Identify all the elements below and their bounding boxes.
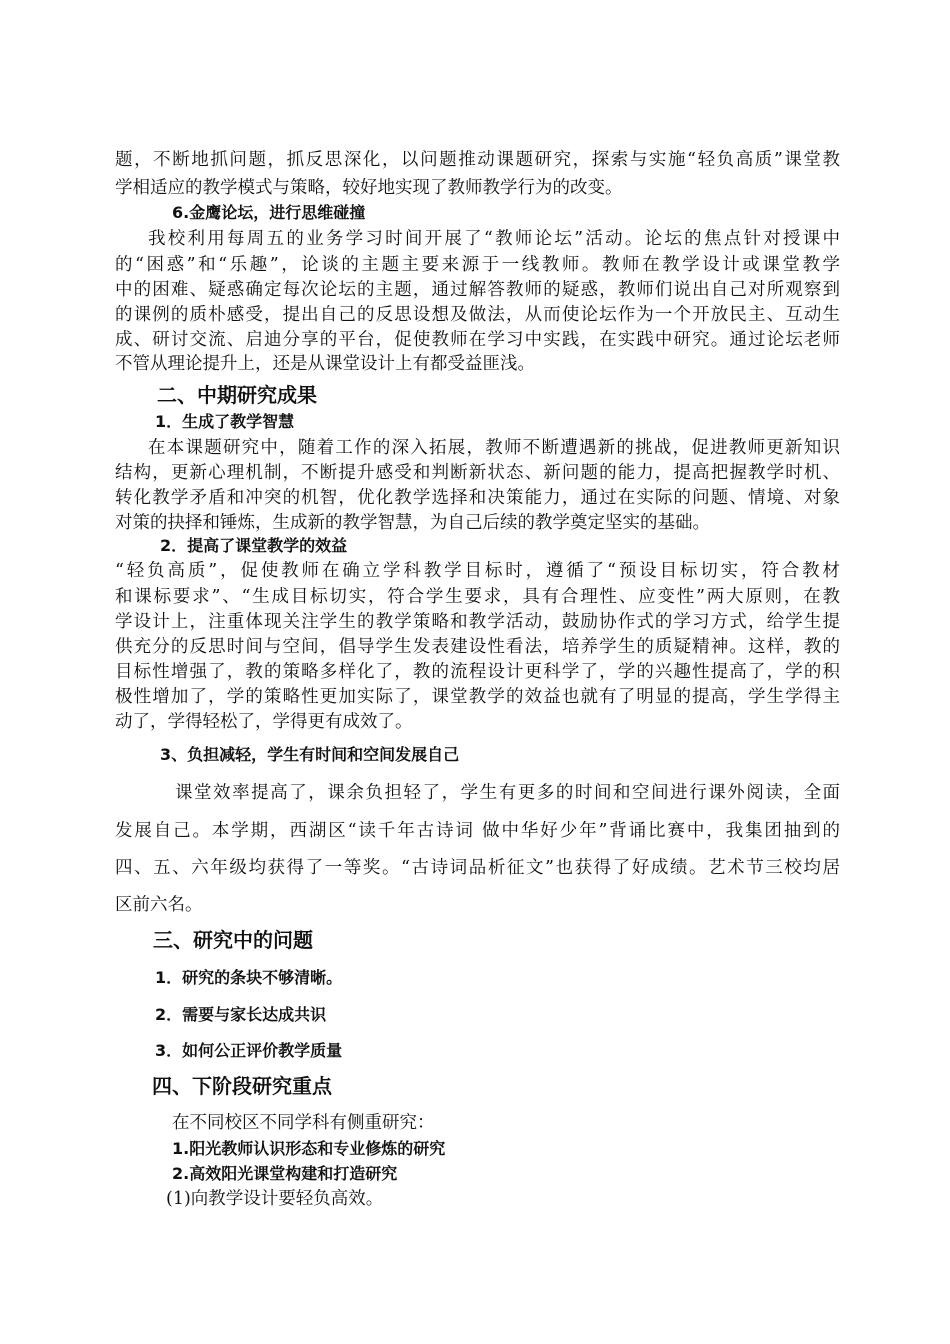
part-4-sub-item: (1)向教学设计要轻负高效。: [166, 1189, 384, 1209]
text-line: 发展自己。本学期，西湖区“读千年古诗词 做中华好少年”背诵比赛中，我集团抽到的: [115, 821, 840, 841]
part-2-item-2-heading: 2．提高了课堂教学的效益: [160, 536, 348, 555]
text-line: 转化教学矛盾和冲突的机智，优化教学选择和决策能力，通过在实际的问题、情境、对象: [115, 488, 840, 508]
part-2-item-1-heading: 1．生成了教学智慧: [155, 412, 295, 431]
text-line: 不管从理论提升上，还是从课堂设计上有都受益匪浅。: [115, 354, 535, 374]
text-line: 中的困难、疑惑确定每次论坛的主题，通过解答教师的疑惑，教师们说出自己对所观察到: [115, 280, 840, 300]
part-4-item: 2.高效阳光课堂构建和打造研究: [172, 1164, 398, 1183]
text-line: 成、研讨交流、启迪分享的平台，促使教师在学习中实践，在实践中研究。通过论坛老师: [115, 330, 840, 350]
text-line: 题，不断地抓问题，抓反思深化，以问题推动课题研究，探索与实施“轻负高质”课堂教: [115, 150, 840, 170]
text-line: 供充分的反思时间与空间，倡导学生发表建设性看法，培养学生的质疑精神。这样，教的: [115, 637, 840, 657]
text-line: 的“困惑”和“乐趣”，论谈的主题主要来源于一线教师。教师在教学设计或课堂教学: [115, 255, 840, 275]
text-line: “轻负高质”，促使教师在确立学科教学目标时，遵循了“预设目标切实，符合教材: [115, 561, 840, 581]
text-line: 课堂效率提高了，课余负担轻了，学生有更多的时间和空间进行课外阅读，全面: [175, 783, 840, 803]
part-3-heading: 三、研究中的问题: [153, 928, 313, 952]
part-4-heading: 四、下阶段研究重点: [152, 1074, 332, 1098]
text-line: 区前六名。: [115, 895, 203, 915]
text-line: 动了，学得轻松了，学得更有成效了。: [115, 712, 413, 732]
part-3-item: 2．需要与家长达成共识: [155, 1005, 327, 1024]
text-line: 学相适应的教学模式与策略，较好地实现了教师教学行为的改变。: [115, 178, 623, 198]
part-2-heading: 二、中期研究成果: [157, 383, 317, 407]
text-line: 的课例的质朴感受，提出自己的反思设想及做法，从而使论坛作为一个开放民主、互动生: [115, 305, 840, 325]
text-line: 在本课题研究中，随着工作的深入拓展，教师不断遭遇新的挑战，促进教师更新知识: [148, 438, 840, 458]
part-4-item: 1.阳光教师认识形态和专业修炼的研究: [172, 1139, 446, 1158]
part-2-item-3-heading: 3、负担减轻，学生有时间和空间发展自己: [160, 745, 460, 764]
section-6-heading: 6.金鹰论坛，进行思维碰撞: [172, 203, 366, 222]
text-line: 目标性增强了，教的策略多样化了，教的流程设计更科学了，学的兴趣性提高了，学的积: [115, 662, 840, 682]
text-line: 四、五、六年级均获得了一等奖。“古诗词品析征文”也获得了好成绩。艺术节三校均居: [115, 858, 840, 878]
text-line: 我校利用每周五的业务学习时间开展了“教师论坛”活动。论坛的焦点针对授课中: [148, 229, 840, 249]
text-line: 学设计上，注重体现关注学生的教学策略和教学活动，鼓励协作式的学习方式，给学生提: [115, 612, 840, 632]
text-line: 对策的抉择和锤炼，生成新的教学智慧，为自己后续的教学奠定坚实的基础。: [115, 513, 710, 533]
part-3-item: 1．研究的条块不够清晰。: [155, 968, 343, 987]
part-4-intro: 在不同校区不同学科有侧重研究：: [172, 1113, 435, 1133]
text-line: 和课标要求”、“生成目标切实，符合学生要求，具有合理性、应变性”两大原则，在教: [115, 587, 840, 607]
part-3-item: 3．如何公正评价教学质量: [155, 1041, 343, 1060]
text-line: 结构，更新心理机制，不断提升感受和判断新状态、新问题的能力，提高把握教学时机、: [115, 463, 840, 483]
text-line: 极性增加了，学的策略性更加实际了，课堂教学的效益也就有了明显的提高，学生学得主: [115, 687, 840, 707]
